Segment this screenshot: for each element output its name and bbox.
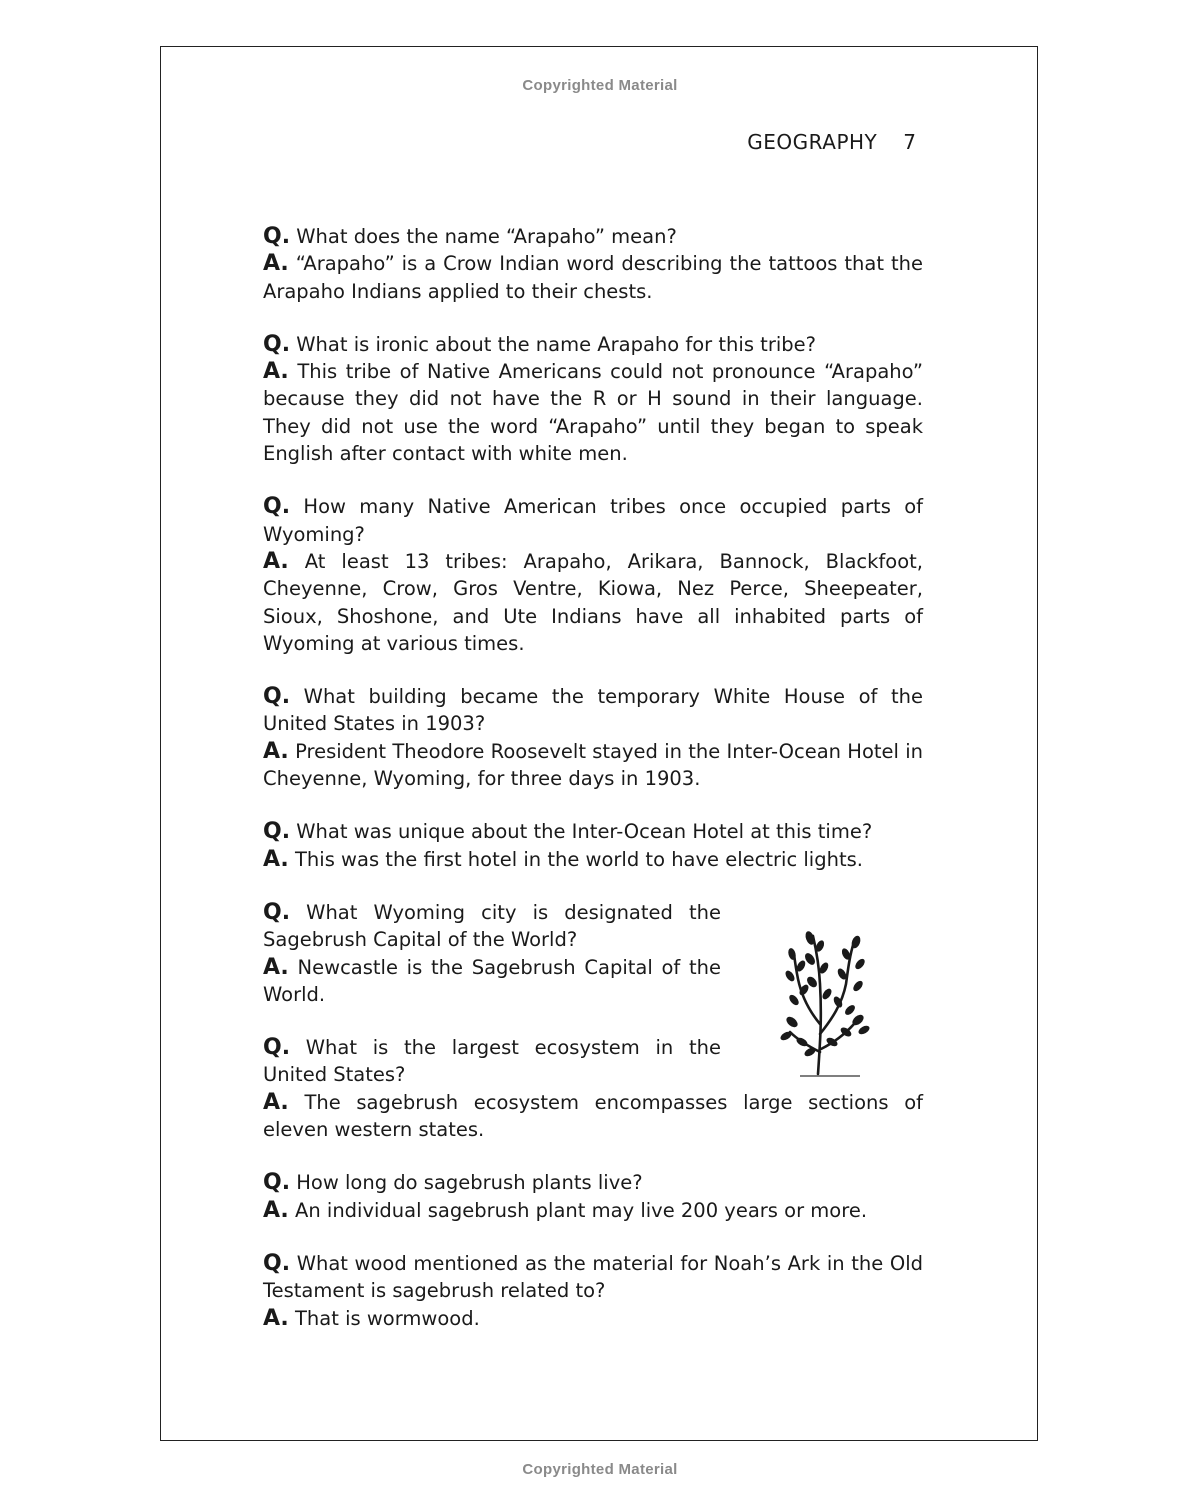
question: [263, 493, 923, 548]
answer-text: Newcastle is the Sagebrush Capital of the World.: [263, 955, 722, 1006]
question: [263, 818, 923, 845]
q-marker: Q.: [263, 494, 291, 520]
question: [263, 1250, 923, 1305]
question: [263, 899, 721, 954]
a-marker: A.: [263, 1089, 289, 1115]
qa-list: [263, 223, 923, 1358]
question: [263, 683, 923, 738]
running-head: [747, 130, 916, 154]
answer-text: The sagebrush ecosystem encompasses large sections of eleven western states.: [263, 1090, 923, 1142]
question-text: What does the name “Arapaho” mean?: [296, 225, 677, 248]
answer-text: That is wormwood.: [295, 1306, 480, 1330]
qa-item: [263, 818, 923, 873]
question: [263, 331, 923, 358]
answer: [263, 548, 923, 657]
q-marker: Q.: [263, 224, 291, 249]
q-marker: Q.: [263, 684, 291, 710]
answer-text: “Arapaho” is a Crow Indian word describing the tattoos that the Arapaho Indians applied to their chests.: [263, 252, 923, 303]
question-text: How many Native American tribes once occupied parts of Wyoming?: [263, 495, 923, 546]
answer: [263, 1197, 923, 1224]
answer-text: This was the first hotel in the world to have electric lights.: [295, 847, 863, 871]
a-marker: A.: [263, 251, 289, 277]
question-text: What building became the temporary White House of the United States in 1903?: [263, 685, 923, 736]
q-marker: Q.: [263, 1250, 291, 1276]
watermark-top: Copyrighted Material: [522, 77, 678, 94]
question-text: What wood mentioned as the material for Noah’s Ark in the Old Testament is sagebrush related to?: [263, 1251, 923, 1303]
section-title: GEOGRAPHY: [747, 130, 878, 154]
answer-text: At least 13 tribes: Arapaho, Arikara, Bannock, Blackfoot, Cheyenne, Crow, Gros Ventre, Kiowa, Nez Perce, Sheepeater, Sioux, Shoshone, and Ute Indians have all inhabited parts of Wyoming at various times.: [263, 549, 923, 655]
qa-item: [263, 1169, 923, 1224]
a-marker: A.: [263, 738, 289, 764]
answer-text: President Theodore Roosevelt stayed in the Inter-Ocean Hotel in Cheyenne, Wyoming, for three days in 1903.: [263, 739, 923, 791]
answer: [263, 358, 923, 467]
q-marker: Q.: [263, 819, 291, 845]
question-text: What was unique about the Inter-Ocean Hotel at this time?: [296, 820, 873, 844]
q-marker: Q.: [263, 331, 291, 357]
watermark-bottom: Copyrighted Material: [522, 1461, 678, 1478]
answer: [263, 846, 923, 873]
page-number: 7: [903, 130, 916, 154]
a-marker: A.: [263, 1197, 289, 1223]
question-text: What is the largest ecosystem in the United States?: [263, 1036, 721, 1087]
a-marker: A.: [263, 846, 289, 872]
answer-text: An individual sagebrush plant may live 200 years or more.: [295, 1198, 868, 1222]
question-text: How long do sagebrush plants live?: [296, 1171, 643, 1195]
qa-item: [263, 683, 923, 792]
answer: [263, 250, 923, 305]
a-marker: A.: [263, 1305, 289, 1331]
answer: [263, 954, 721, 1009]
answer: [263, 738, 923, 793]
qa-item: [263, 493, 923, 657]
q-marker: Q.: [263, 1170, 291, 1196]
qa-item: [263, 1250, 923, 1332]
answer-text: This tribe of Native Americans could not pronounce “Arapaho” because they did not have the R or H sound in their language. They did not use the word “Arapaho” until they began to speak English after contact with white men.: [263, 360, 924, 466]
question: [263, 1169, 923, 1196]
question-text: What is ironic about the name Arapaho for this tribe?: [296, 332, 816, 356]
qa-item: [263, 899, 721, 1008]
qa-item: [263, 331, 923, 467]
a-marker: A.: [263, 359, 289, 385]
question: [263, 223, 923, 250]
question: [263, 1034, 721, 1089]
a-marker: A.: [263, 954, 289, 980]
q-marker: Q.: [263, 1035, 291, 1061]
a-marker: A.: [263, 548, 289, 574]
question-text: What Wyoming city is designated the Sagebrush Capital of the World?: [263, 900, 721, 952]
answer: [263, 1089, 923, 1144]
q-marker: Q.: [263, 899, 291, 925]
sagebrush-icon: [780, 924, 880, 1084]
qa-item: [263, 223, 923, 305]
answer: [263, 1305, 923, 1332]
